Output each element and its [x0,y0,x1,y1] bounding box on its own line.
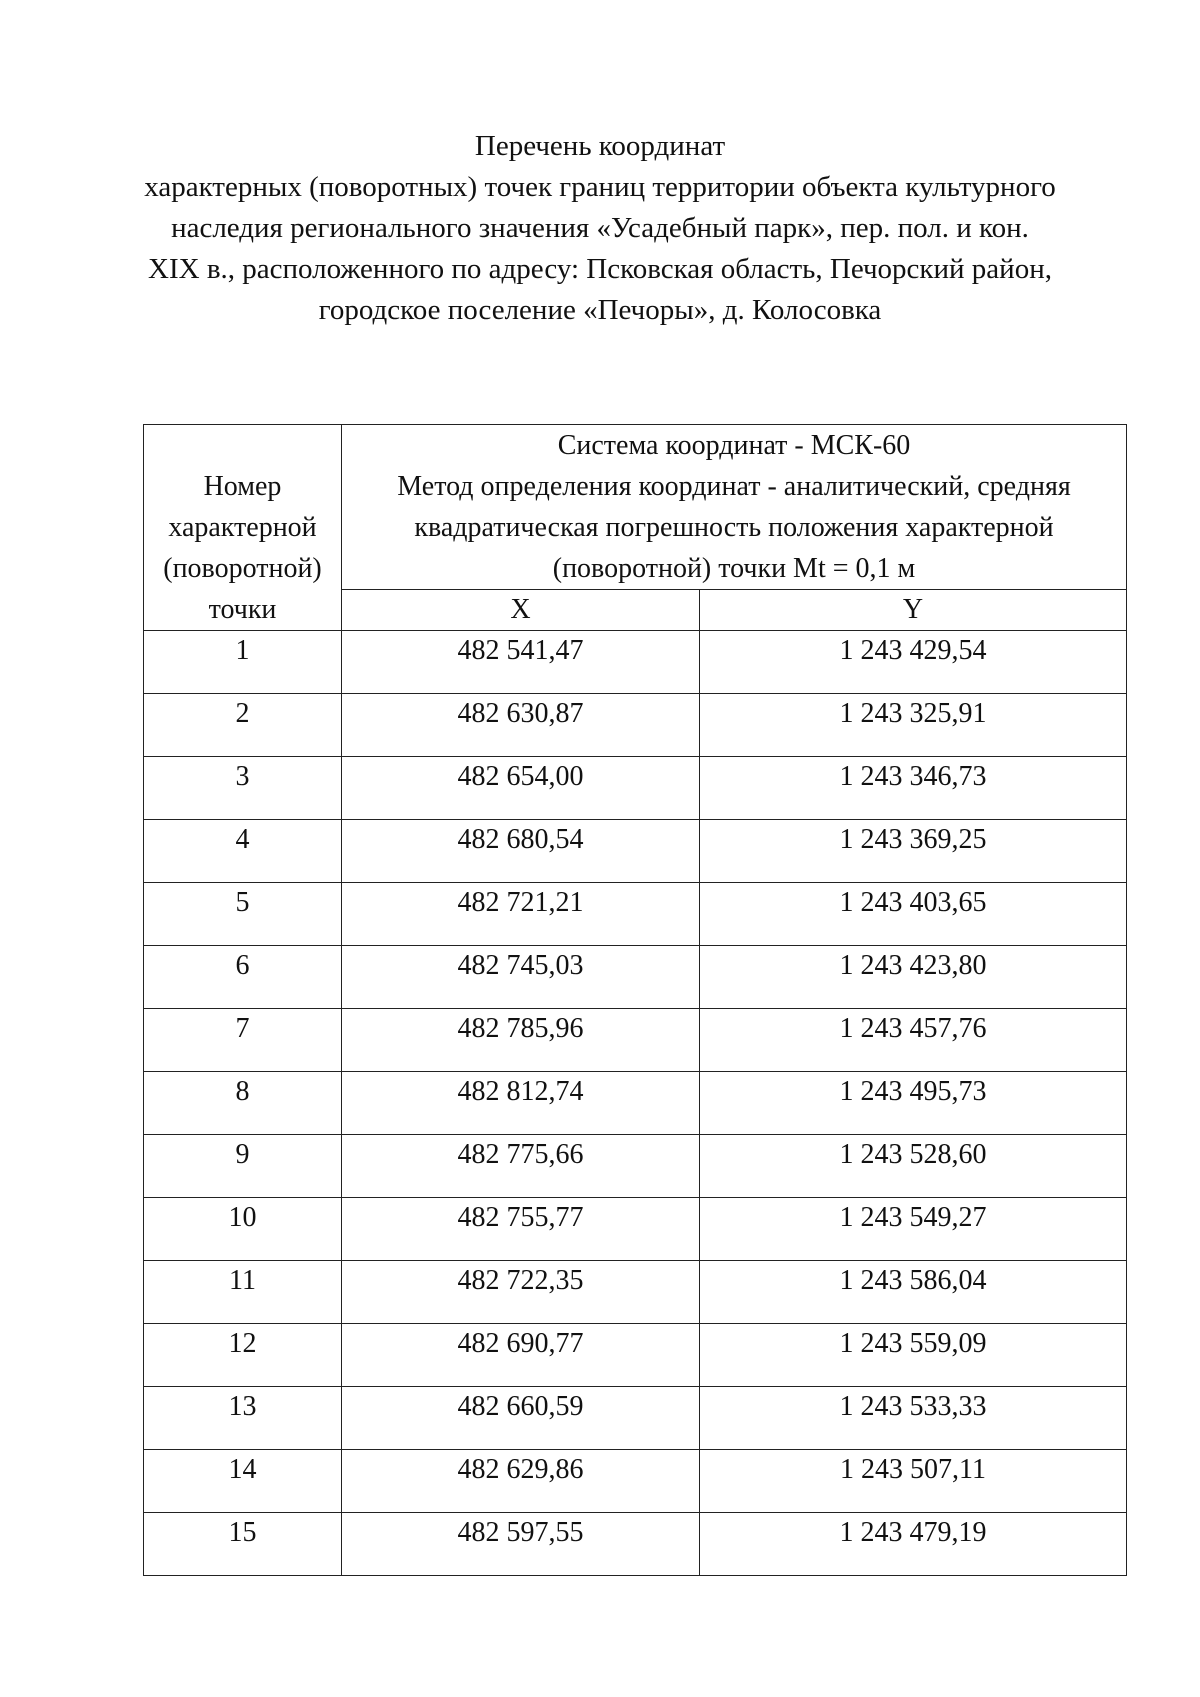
x-coordinate-cell: 482 745,03 [342,946,700,1009]
table-row [144,820,1127,883]
point-header-line: характерной [168,512,317,543]
heading-line: Перечень координат [474,130,726,162]
point-header-line: (поворотной) [163,553,322,584]
point-number-cell: 9 [144,1135,342,1198]
x-coordinate-cell: 482 775,66 [342,1135,700,1198]
system-header-line: Метод определения координат - аналитический, средняя [397,471,1071,502]
point-number-cell: 15 [144,1513,342,1576]
x-coordinate-cell: 482 629,86 [342,1450,700,1513]
point-number-cell: 14 [144,1450,342,1513]
x-coordinate-cell: 482 721,21 [342,883,700,946]
table-row [144,1009,1127,1072]
table-row [144,946,1127,1009]
y-coordinate-cell: 1 243 479,19 [700,1513,1127,1576]
point-header-line: Номер [203,471,282,502]
point-header-line: точки [208,594,277,625]
y-coordinate-cell: 1 243 325,91 [700,694,1127,757]
point-number-cell: 10 [144,1198,342,1261]
table-body [144,631,1127,1576]
y-coordinate-cell: 1 243 507,11 [700,1450,1127,1513]
x-column-header: X [342,590,700,631]
y-coordinate-cell: 1 243 559,09 [700,1324,1127,1387]
coordinates-table [143,424,1127,1576]
document-heading [0,126,1200,331]
x-coordinate-cell: 482 597,55 [342,1513,700,1576]
point-number-cell: 8 [144,1072,342,1135]
table-row [144,1450,1127,1513]
y-coordinate-cell: 1 243 549,27 [700,1198,1127,1261]
table-row [144,1387,1127,1450]
point-number-cell: 12 [144,1324,342,1387]
table-row [144,694,1127,757]
point-number-cell: 6 [144,946,342,1009]
point-number-cell: 13 [144,1387,342,1450]
x-coordinate-cell: 482 541,47 [342,631,700,694]
table-row [144,1513,1127,1576]
y-coordinate-cell: 1 243 369,25 [700,820,1127,883]
point-number-cell: 1 [144,631,342,694]
heading-line: XIX в., расположенного по адресу: Псковская область, Печорский район, [148,253,1052,285]
x-coordinate-cell: 482 755,77 [342,1198,700,1261]
y-coordinate-cell: 1 243 423,80 [700,946,1127,1009]
x-coordinate-cell: 482 690,77 [342,1324,700,1387]
y-coordinate-cell: 1 243 457,76 [700,1009,1127,1072]
heading-line: характерных (поворотных) точек границ территории объекта культурного [144,171,1056,203]
table-row [144,1072,1127,1135]
system-header-line: (поворотной) точки Mt = 0,1 м [552,553,916,584]
heading-line: городское поселение «Печоры», д. Колосовка [318,294,882,326]
table-row [144,757,1127,820]
y-coordinate-cell: 1 243 586,04 [700,1261,1127,1324]
heading-line: наследия регионального значения «Усадебный парк», пер. пол. и кон. [171,212,1029,244]
y-coordinate-cell: 1 243 403,65 [700,883,1127,946]
system-header-line: Система координат - МСК-60 [557,430,911,461]
table-row [144,1198,1127,1261]
y-coordinate-cell: 1 243 528,60 [700,1135,1127,1198]
table-row [144,631,1127,694]
y-coordinate-cell: 1 243 495,73 [700,1072,1127,1135]
x-coordinate-cell: 482 680,54 [342,820,700,883]
y-coordinate-cell: 1 243 533,33 [700,1387,1127,1450]
table-header-row [144,425,1127,590]
table-row [144,883,1127,946]
table-row [144,1324,1127,1387]
y-coordinate-cell: 1 243 429,54 [700,631,1127,694]
x-coordinate-cell: 482 812,74 [342,1072,700,1135]
y-coordinate-cell: 1 243 346,73 [700,757,1127,820]
y-column-header: Y [700,590,1127,631]
x-coordinate-cell: 482 630,87 [342,694,700,757]
point-number-cell: 7 [144,1009,342,1072]
point-number-header [144,425,342,631]
table-row [144,1135,1127,1198]
coordinate-system-header [342,425,1127,590]
point-number-cell: 5 [144,883,342,946]
x-coordinate-cell: 482 785,96 [342,1009,700,1072]
system-header-line: квадратическая погрешность положения характерной [414,512,1054,543]
point-number-cell: 2 [144,694,342,757]
x-coordinate-cell: 482 722,35 [342,1261,700,1324]
x-coordinate-cell: 482 654,00 [342,757,700,820]
table-row [144,1261,1127,1324]
point-number-cell: 3 [144,757,342,820]
point-number-cell: 4 [144,820,342,883]
x-coordinate-cell: 482 660,59 [342,1387,700,1450]
point-number-cell: 11 [144,1261,342,1324]
